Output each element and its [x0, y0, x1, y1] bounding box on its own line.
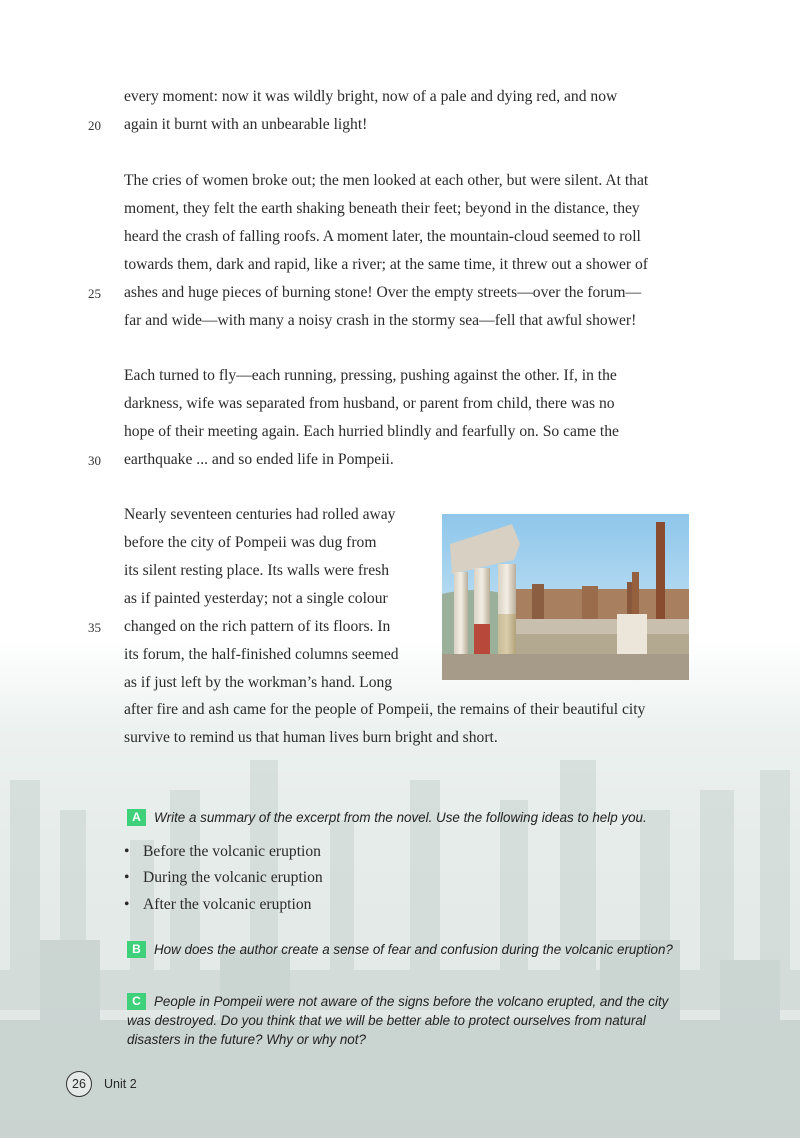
passage-line: moment, they felt the earth shaking beneath their feet; beyond in the distance, they	[124, 200, 640, 217]
line-number: 25	[88, 286, 101, 301]
task-a-text: Write a summary of the excerpt from the novel. Use the following ideas to help you.	[154, 810, 647, 825]
task-c-badge: C	[127, 993, 146, 1010]
line-number: 30	[88, 453, 101, 468]
passage-line: survive to remind us that human lives burn bright and short.	[124, 729, 498, 746]
line-number: 35	[88, 620, 101, 635]
passage-line: heard the crash of falling roofs. A moment later, the mountain-cloud seemed to roll	[124, 228, 641, 245]
passage-line: as if painted yesterday; not a single colour	[124, 590, 388, 607]
unit-label: Unit 2	[104, 1077, 137, 1091]
task-c	[127, 992, 687, 1049]
task-a	[127, 808, 647, 827]
task-c-text-line: disasters in the future? Why or why not?	[127, 1032, 366, 1047]
passage-line: again it burnt with an unbearable light!	[124, 116, 368, 133]
page-number: 26	[66, 1071, 92, 1097]
passage-line: hope of their meeting again. Each hurried blindly and fearfully on. So came the	[124, 423, 619, 440]
pompeii-ruins-photo	[442, 514, 689, 680]
task-b	[127, 940, 673, 959]
passage-line: its silent resting place. Its walls were fresh	[124, 562, 390, 579]
task-c-text-line: People in Pompeii were not aware of the signs before the volcano erupted, and the city	[154, 994, 669, 1009]
passage-line: ashes and huge pieces of burning stone! Over the empty streets—over the forum—	[124, 284, 642, 301]
passage-line: before the city of Pompeii was dug from	[124, 534, 377, 551]
passage-line: changed on the rich pattern of its floors. In	[124, 618, 391, 635]
passage-line: Each turned to fly—each running, pressing, pushing against the other. If, in the	[124, 367, 617, 384]
line-number: 20	[88, 118, 101, 133]
passage-line: as if just left by the workman’s hand. Long	[124, 674, 393, 691]
task-c-text-line: was destroyed. Do you think that we will be better able to protect ourselves from natural	[127, 1013, 646, 1028]
bullet-item: • After the volcanic eruption	[124, 896, 312, 913]
passage-line: after fire and ash came for the people of Pompeii, the remains of their beautiful city	[124, 701, 646, 718]
passage-line: far and wide—with many a noisy crash in the stormy sea—fell that awful shower!	[124, 312, 637, 329]
bullet-item: • During the volcanic eruption	[124, 869, 323, 886]
task-b-text: How does the author create a sense of fear and confusion during the volcanic eruption?	[154, 942, 673, 957]
passage-line: its forum, the half-finished columns seemed	[124, 646, 399, 663]
bullet-item: • Before the volcanic eruption	[124, 843, 321, 860]
passage-line: every moment: now it was wildly bright, now of a pale and dying red, and now	[124, 88, 618, 105]
passage-line: towards them, dark and rapid, like a river; at the same time, it threw out a shower of	[124, 256, 648, 273]
task-a-badge: A	[127, 809, 146, 826]
passage-line: darkness, wife was separated from husband, or parent from child, there was no	[124, 395, 615, 412]
passage-line: earthquake ... and so ended life in Pompeii.	[124, 451, 394, 468]
passage-line: The cries of women broke out; the men looked at each other, but were silent. At that	[124, 172, 649, 189]
task-b-badge: B	[127, 941, 146, 958]
passage-line: Nearly seventeen centuries had rolled away	[124, 506, 396, 523]
